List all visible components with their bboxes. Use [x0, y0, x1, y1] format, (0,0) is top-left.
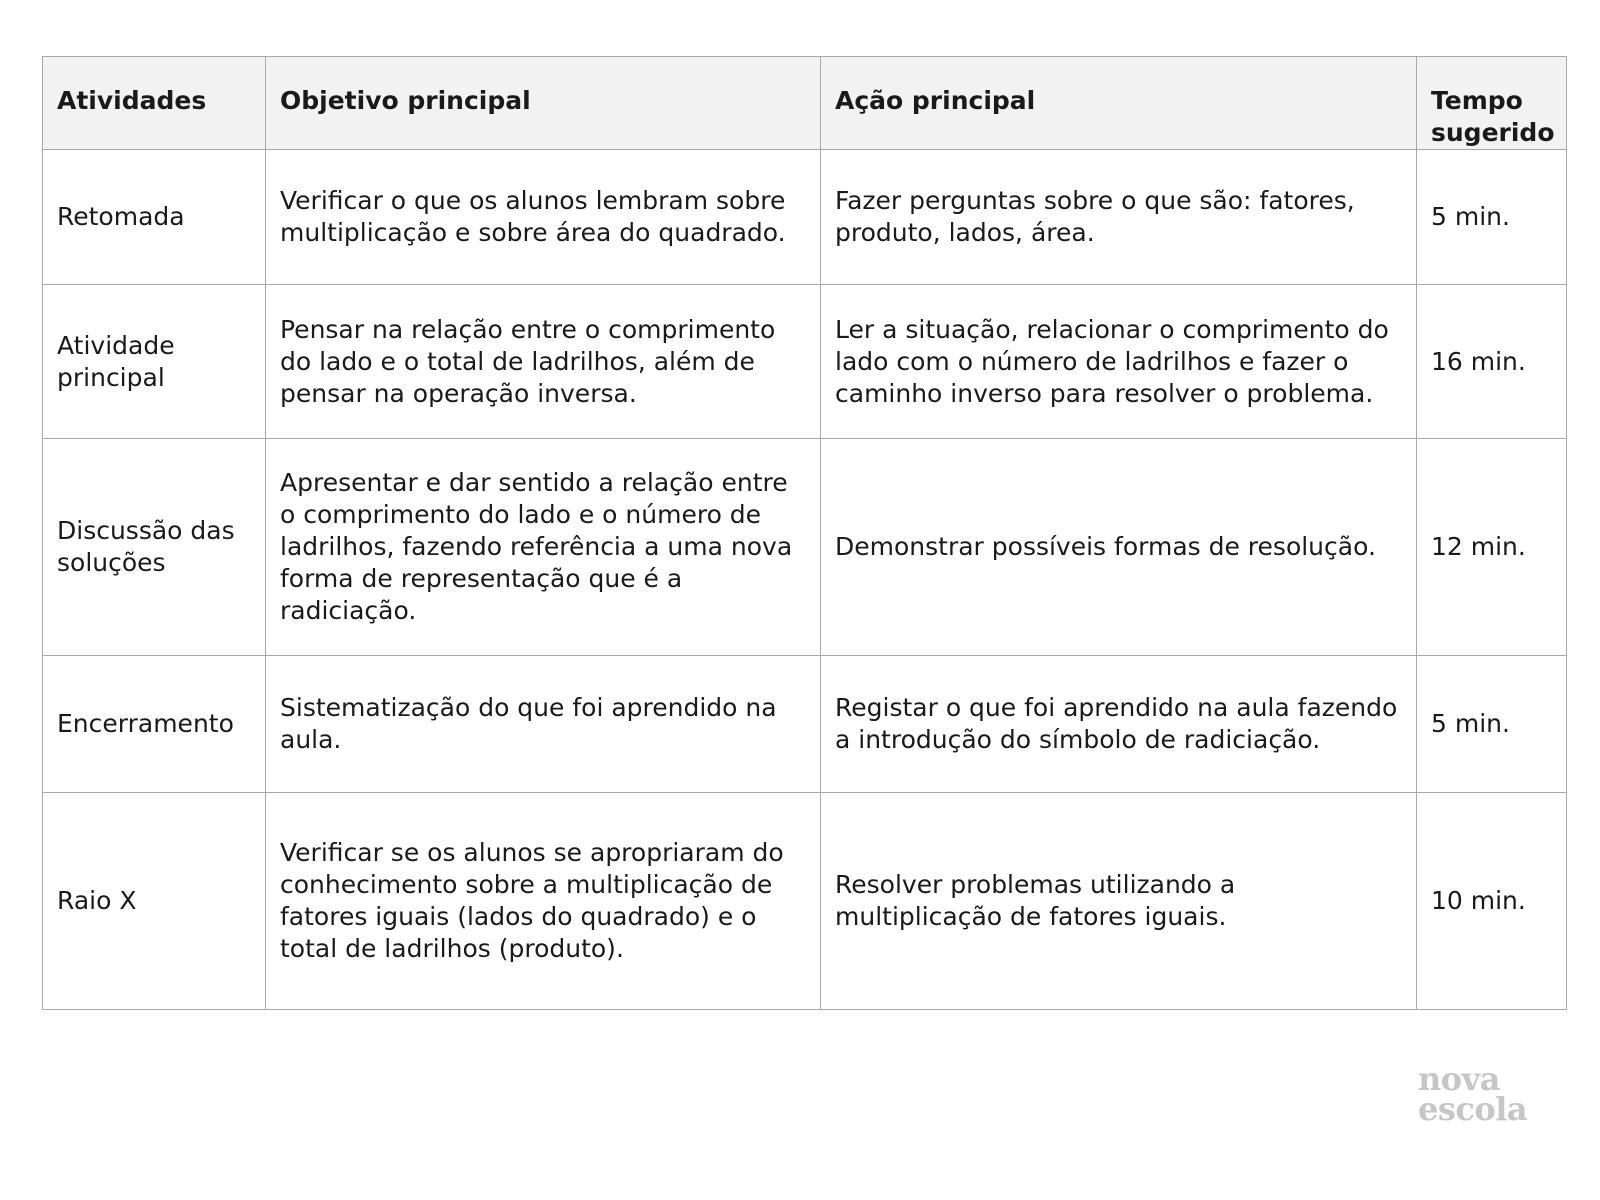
cell-tempo: 16 min.: [1417, 285, 1567, 439]
cell-atividade: Retomada: [43, 150, 266, 285]
cell-acao: Fazer perguntas sobre o que são: fatores, produto, lados, área.: [821, 150, 1417, 285]
lesson-plan-table: [42, 56, 1567, 1010]
cell-objetivo: Sistematização do que foi aprendido na aula.: [266, 656, 821, 793]
cell-acao: Ler a situação, relacionar o comprimento do lado com o número de ladrilhos e fazer o caminho inverso para resolver o problema.: [821, 285, 1417, 439]
cell-tempo: 5 min.: [1417, 656, 1567, 793]
cell-atividade: Encerramento: [43, 656, 266, 793]
cell-objetivo: Verificar o que os alunos lembram sobre multiplicação e sobre área do quadrado.: [266, 150, 821, 285]
cell-acao: Registar o que foi aprendido na aula fazendo a introdução do símbolo de radiciação.: [821, 656, 1417, 793]
header-tempo: Tempo sugerido: [1417, 57, 1567, 150]
cell-atividade: Raio X: [43, 793, 266, 1010]
logo-line-nova: nova: [1418, 1060, 1500, 1098]
cell-atividade: Atividade principal: [43, 285, 266, 439]
table-row: [43, 150, 1567, 285]
table-header-row: [43, 57, 1567, 150]
cell-atividade: Discussão das soluções: [43, 439, 266, 656]
cell-objetivo: Pensar na relação entre o comprimento do lado e o total de ladrilhos, além de pensar na operação inversa.: [266, 285, 821, 439]
cell-tempo: 10 min.: [1417, 793, 1567, 1010]
cell-acao: Demonstrar possíveis formas de resolução.: [821, 439, 1417, 656]
cell-tempo: 5 min.: [1417, 150, 1567, 285]
cell-acao: Resolver problemas utilizando a multiplicação de fatores iguais.: [821, 793, 1417, 1010]
header-objetivo: Objetivo principal: [266, 57, 821, 150]
table-row: [43, 439, 1567, 656]
nova-escola-logo: [1418, 1060, 1538, 1128]
logo-line-escola: escola: [1418, 1090, 1528, 1128]
table-row: [43, 793, 1567, 1010]
cell-tempo: 12 min.: [1417, 439, 1567, 656]
header-acao: Ação principal: [821, 57, 1417, 150]
cell-objetivo: Apresentar e dar sentido a relação entre o comprimento do lado e o número de ladrilhos, fazendo referência a uma nova forma de representação que é a radiciação.: [266, 439, 821, 656]
table-row: [43, 656, 1567, 793]
table-row: [43, 285, 1567, 439]
header-atividades: Atividades: [43, 57, 266, 150]
cell-objetivo: Verificar se os alunos se apropriaram do conhecimento sobre a multiplicação de fatores iguais (lados do quadrado) e o total de ladrilhos (produto).: [266, 793, 821, 1010]
